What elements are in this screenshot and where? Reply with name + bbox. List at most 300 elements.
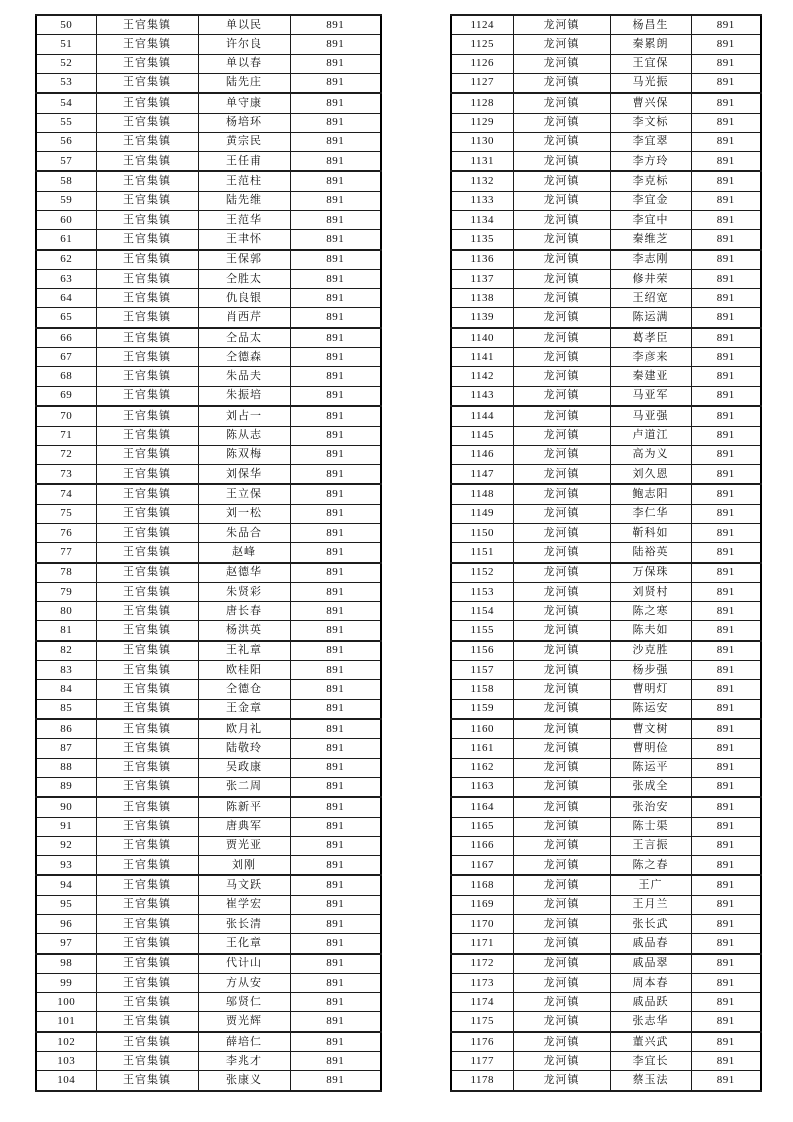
serial-number-cell: 1153 — [451, 582, 513, 601]
town-name-cell: 王官集镇 — [96, 836, 198, 855]
amount-cell: 891 — [691, 328, 761, 348]
amount-cell: 891 — [290, 113, 381, 132]
town-name-cell: 王官集镇 — [96, 171, 198, 191]
table-row — [36, 211, 381, 230]
town-name-cell: 王官集镇 — [96, 895, 198, 914]
amount-cell: 891 — [691, 719, 761, 739]
person-name-cell: 李克标 — [610, 171, 691, 191]
serial-number-cell: 1148 — [451, 484, 513, 504]
town-name-cell: 王官集镇 — [96, 191, 198, 210]
amount-cell: 891 — [691, 230, 761, 250]
town-name-cell: 王官集镇 — [96, 270, 198, 289]
town-name-cell: 龙河镇 — [513, 563, 610, 583]
amount-cell: 891 — [691, 484, 761, 504]
table-row — [451, 582, 761, 601]
serial-number-cell: 1155 — [451, 621, 513, 641]
person-name-cell: 马亚强 — [610, 406, 691, 426]
amount-cell: 891 — [290, 1071, 381, 1091]
person-name-cell: 蔡玉法 — [610, 1071, 691, 1091]
table-row — [36, 915, 381, 934]
amount-cell: 891 — [691, 289, 761, 308]
table-row — [36, 93, 381, 113]
amount-cell: 891 — [290, 582, 381, 601]
serial-number-cell: 1168 — [451, 875, 513, 895]
table-row — [36, 1071, 381, 1091]
person-name-cell: 戚品春 — [610, 934, 691, 954]
amount-cell: 891 — [290, 543, 381, 563]
person-name-cell: 杨昌生 — [610, 15, 691, 35]
person-name-cell: 沙克胜 — [610, 641, 691, 661]
serial-number-cell: 69 — [36, 386, 96, 406]
table-row — [36, 308, 381, 328]
person-name-cell: 刘刚 — [198, 855, 290, 875]
amount-cell: 891 — [290, 367, 381, 386]
person-name-cell: 曹兴保 — [610, 93, 691, 113]
amount-cell: 891 — [691, 367, 761, 386]
person-name-cell: 秦累朗 — [610, 35, 691, 54]
town-name-cell: 王官集镇 — [96, 543, 198, 563]
person-name-cell: 陈新平 — [198, 797, 290, 817]
town-name-cell: 龙河镇 — [513, 484, 610, 504]
table-row — [451, 151, 761, 171]
table-row — [451, 289, 761, 308]
amount-cell: 891 — [290, 191, 381, 210]
roster-table-right-body — [451, 15, 761, 1091]
table-row — [451, 719, 761, 739]
town-name-cell: 龙河镇 — [513, 915, 610, 934]
amount-cell: 891 — [290, 171, 381, 191]
town-name-cell: 王官集镇 — [96, 523, 198, 542]
amount-cell: 891 — [691, 464, 761, 484]
table-row — [36, 523, 381, 542]
town-name-cell: 龙河镇 — [513, 817, 610, 836]
table-row — [451, 563, 761, 583]
table-row — [451, 308, 761, 328]
table-row — [36, 504, 381, 523]
amount-cell: 891 — [691, 270, 761, 289]
table-row — [451, 954, 761, 974]
person-name-cell: 李彦来 — [610, 348, 691, 367]
town-name-cell: 龙河镇 — [513, 875, 610, 895]
person-name-cell: 陈双梅 — [198, 445, 290, 464]
table-row — [451, 464, 761, 484]
table-row — [451, 113, 761, 132]
serial-number-cell: 70 — [36, 406, 96, 426]
person-name-cell: 王化章 — [198, 934, 290, 954]
serial-number-cell: 100 — [36, 993, 96, 1012]
town-name-cell: 龙河镇 — [513, 1052, 610, 1071]
serial-number-cell: 86 — [36, 719, 96, 739]
serial-number-cell: 1133 — [451, 191, 513, 210]
person-name-cell: 戚品跃 — [610, 993, 691, 1012]
table-row — [36, 719, 381, 739]
person-name-cell: 曹文树 — [610, 719, 691, 739]
serial-number-cell: 1149 — [451, 504, 513, 523]
person-name-cell: 陈从志 — [198, 426, 290, 445]
table-row — [451, 348, 761, 367]
table-row — [451, 915, 761, 934]
town-name-cell: 王官集镇 — [96, 406, 198, 426]
serial-number-cell: 1167 — [451, 855, 513, 875]
person-name-cell: 万保珠 — [610, 563, 691, 583]
town-name-cell: 龙河镇 — [513, 661, 610, 680]
town-name-cell: 王官集镇 — [96, 582, 198, 601]
serial-number-cell: 85 — [36, 699, 96, 719]
serial-number-cell: 93 — [36, 855, 96, 875]
town-name-cell: 王官集镇 — [96, 35, 198, 54]
person-name-cell: 仝德森 — [198, 348, 290, 367]
serial-number-cell: 1157 — [451, 661, 513, 680]
table-row — [36, 35, 381, 54]
serial-number-cell: 97 — [36, 934, 96, 954]
amount-cell: 891 — [290, 504, 381, 523]
amount-cell: 891 — [691, 308, 761, 328]
amount-cell: 891 — [691, 934, 761, 954]
person-name-cell: 秦维芝 — [610, 230, 691, 250]
amount-cell: 891 — [691, 386, 761, 406]
person-name-cell: 陆敬玲 — [198, 739, 290, 758]
amount-cell: 891 — [290, 739, 381, 758]
person-name-cell: 戚品翠 — [610, 954, 691, 974]
amount-cell: 891 — [691, 621, 761, 641]
person-name-cell: 朱振培 — [198, 386, 290, 406]
serial-number-cell: 1161 — [451, 739, 513, 758]
amount-cell: 891 — [691, 797, 761, 817]
table-row — [451, 484, 761, 504]
town-name-cell: 龙河镇 — [513, 230, 610, 250]
table-row — [36, 367, 381, 386]
amount-cell: 891 — [691, 602, 761, 621]
person-name-cell: 黄宗民 — [198, 132, 290, 151]
town-name-cell: 龙河镇 — [513, 93, 610, 113]
serial-number-cell: 1175 — [451, 1012, 513, 1032]
amount-cell: 891 — [691, 836, 761, 855]
person-name-cell: 马光振 — [610, 73, 691, 93]
serial-number-cell: 62 — [36, 250, 96, 270]
serial-number-cell: 66 — [36, 328, 96, 348]
amount-cell: 891 — [290, 602, 381, 621]
amount-cell: 891 — [290, 15, 381, 35]
serial-number-cell: 1170 — [451, 915, 513, 934]
serial-number-cell: 60 — [36, 211, 96, 230]
table-row — [451, 641, 761, 661]
amount-cell: 891 — [691, 426, 761, 445]
town-name-cell: 龙河镇 — [513, 73, 610, 93]
town-name-cell: 王官集镇 — [96, 464, 198, 484]
amount-cell: 891 — [290, 151, 381, 171]
amount-cell: 891 — [691, 777, 761, 797]
table-row — [36, 328, 381, 348]
table-row — [451, 739, 761, 758]
table-row — [451, 504, 761, 523]
serial-number-cell: 76 — [36, 523, 96, 542]
amount-cell: 891 — [691, 817, 761, 836]
serial-number-cell: 1146 — [451, 445, 513, 464]
table-row — [451, 93, 761, 113]
town-name-cell: 王官集镇 — [96, 113, 198, 132]
table-row — [451, 1012, 761, 1032]
town-name-cell: 王官集镇 — [96, 954, 198, 974]
town-name-cell: 王官集镇 — [96, 484, 198, 504]
amount-cell: 891 — [290, 915, 381, 934]
serial-number-cell: 1134 — [451, 211, 513, 230]
town-name-cell: 王官集镇 — [96, 93, 198, 113]
amount-cell: 891 — [290, 836, 381, 855]
table-row — [36, 73, 381, 93]
serial-number-cell: 79 — [36, 582, 96, 601]
serial-number-cell: 1140 — [451, 328, 513, 348]
person-name-cell: 马亚军 — [610, 386, 691, 406]
serial-number-cell: 68 — [36, 367, 96, 386]
person-name-cell: 刘久恩 — [610, 464, 691, 484]
serial-number-cell: 64 — [36, 289, 96, 308]
person-name-cell: 修井荣 — [610, 270, 691, 289]
serial-number-cell: 1136 — [451, 250, 513, 270]
town-name-cell: 龙河镇 — [513, 1032, 610, 1052]
serial-number-cell: 52 — [36, 54, 96, 73]
table-row — [36, 934, 381, 954]
serial-number-cell: 51 — [36, 35, 96, 54]
town-name-cell: 王官集镇 — [96, 367, 198, 386]
amount-cell: 891 — [691, 250, 761, 270]
person-name-cell: 唐长春 — [198, 602, 290, 621]
table-row — [36, 739, 381, 758]
person-name-cell: 李文标 — [610, 113, 691, 132]
serial-number-cell: 1151 — [451, 543, 513, 563]
serial-number-cell: 50 — [36, 15, 96, 35]
amount-cell: 891 — [691, 875, 761, 895]
person-name-cell: 赵德华 — [198, 563, 290, 583]
town-name-cell: 王官集镇 — [96, 739, 198, 758]
amount-cell: 891 — [290, 211, 381, 230]
town-name-cell: 龙河镇 — [513, 836, 610, 855]
town-name-cell: 龙河镇 — [513, 113, 610, 132]
person-name-cell: 王绍宽 — [610, 289, 691, 308]
amount-cell: 891 — [691, 680, 761, 699]
town-name-cell: 龙河镇 — [513, 602, 610, 621]
table-row — [36, 974, 381, 993]
table-row — [451, 1071, 761, 1091]
serial-number-cell: 1145 — [451, 426, 513, 445]
town-name-cell: 王官集镇 — [96, 73, 198, 93]
person-name-cell: 仇良银 — [198, 289, 290, 308]
serial-number-cell: 90 — [36, 797, 96, 817]
amount-cell: 891 — [290, 974, 381, 993]
person-name-cell: 张长清 — [198, 915, 290, 934]
person-name-cell: 朱品合 — [198, 523, 290, 542]
table-row — [451, 699, 761, 719]
person-name-cell: 王金章 — [198, 699, 290, 719]
table-row — [451, 35, 761, 54]
person-name-cell: 靳科如 — [610, 523, 691, 542]
town-name-cell: 王官集镇 — [96, 445, 198, 464]
town-name-cell: 王官集镇 — [96, 250, 198, 270]
person-name-cell: 张治安 — [610, 797, 691, 817]
town-name-cell: 王官集镇 — [96, 602, 198, 621]
amount-cell: 891 — [290, 270, 381, 289]
roster-table-left — [35, 14, 382, 1092]
table-row — [36, 113, 381, 132]
serial-number-cell: 65 — [36, 308, 96, 328]
amount-cell: 891 — [290, 386, 381, 406]
town-name-cell: 王官集镇 — [96, 15, 198, 35]
person-name-cell: 曹明俭 — [610, 739, 691, 758]
amount-cell: 891 — [290, 93, 381, 113]
amount-cell: 891 — [290, 1032, 381, 1052]
person-name-cell: 吴政康 — [198, 758, 290, 777]
table-row — [451, 680, 761, 699]
table-row — [451, 250, 761, 270]
person-name-cell: 王言振 — [610, 836, 691, 855]
table-row — [36, 855, 381, 875]
serial-number-cell: 1172 — [451, 954, 513, 974]
serial-number-cell: 1132 — [451, 171, 513, 191]
serial-number-cell: 1156 — [451, 641, 513, 661]
serial-number-cell: 1142 — [451, 367, 513, 386]
serial-number-cell: 1147 — [451, 464, 513, 484]
amount-cell: 891 — [290, 934, 381, 954]
serial-number-cell: 54 — [36, 93, 96, 113]
person-name-cell: 王任甫 — [198, 151, 290, 171]
town-name-cell: 龙河镇 — [513, 386, 610, 406]
serial-number-cell: 80 — [36, 602, 96, 621]
town-name-cell: 王官集镇 — [96, 699, 198, 719]
town-name-cell: 王官集镇 — [96, 1071, 198, 1091]
serial-number-cell: 58 — [36, 171, 96, 191]
person-name-cell: 刘占一 — [198, 406, 290, 426]
amount-cell: 891 — [691, 739, 761, 758]
table-row — [451, 543, 761, 563]
table-row — [451, 426, 761, 445]
town-name-cell: 龙河镇 — [513, 777, 610, 797]
town-name-cell: 龙河镇 — [513, 308, 610, 328]
serial-number-cell: 1162 — [451, 758, 513, 777]
town-name-cell: 龙河镇 — [513, 1071, 610, 1091]
serial-number-cell: 1130 — [451, 132, 513, 151]
person-name-cell: 欧桂阳 — [198, 661, 290, 680]
amount-cell: 891 — [691, 954, 761, 974]
table-row — [451, 934, 761, 954]
table-row — [451, 661, 761, 680]
amount-cell: 891 — [691, 855, 761, 875]
town-name-cell: 王官集镇 — [96, 641, 198, 661]
amount-cell: 891 — [691, 1032, 761, 1052]
person-name-cell: 李宜翠 — [610, 132, 691, 151]
serial-number-cell: 1160 — [451, 719, 513, 739]
table-row — [451, 817, 761, 836]
town-name-cell: 王官集镇 — [96, 934, 198, 954]
town-name-cell: 龙河镇 — [513, 132, 610, 151]
amount-cell: 891 — [691, 191, 761, 210]
serial-number-cell: 99 — [36, 974, 96, 993]
town-name-cell: 王官集镇 — [96, 504, 198, 523]
serial-number-cell: 1164 — [451, 797, 513, 817]
amount-cell: 891 — [290, 230, 381, 250]
person-name-cell: 陈运平 — [610, 758, 691, 777]
table-row — [451, 270, 761, 289]
serial-number-cell: 1144 — [451, 406, 513, 426]
amount-cell: 891 — [691, 582, 761, 601]
town-name-cell: 王官集镇 — [96, 680, 198, 699]
serial-number-cell: 91 — [36, 817, 96, 836]
amount-cell: 891 — [290, 895, 381, 914]
amount-cell: 891 — [290, 875, 381, 895]
amount-cell: 891 — [290, 73, 381, 93]
person-name-cell: 杨步强 — [610, 661, 691, 680]
town-name-cell: 王官集镇 — [96, 1032, 198, 1052]
amount-cell: 891 — [290, 328, 381, 348]
serial-number-cell: 71 — [36, 426, 96, 445]
person-name-cell: 曹明灯 — [610, 680, 691, 699]
serial-number-cell: 92 — [36, 836, 96, 855]
town-name-cell: 王官集镇 — [96, 426, 198, 445]
table-row — [36, 836, 381, 855]
amount-cell: 891 — [290, 661, 381, 680]
table-row — [36, 289, 381, 308]
table-row — [451, 191, 761, 210]
serial-number-cell: 1131 — [451, 151, 513, 171]
amount-cell: 891 — [691, 15, 761, 35]
table-row — [36, 875, 381, 895]
town-name-cell: 王官集镇 — [96, 1052, 198, 1071]
person-name-cell: 王保郭 — [198, 250, 290, 270]
person-name-cell: 葛孝臣 — [610, 328, 691, 348]
town-name-cell: 王官集镇 — [96, 777, 198, 797]
amount-cell: 891 — [691, 563, 761, 583]
town-name-cell: 龙河镇 — [513, 797, 610, 817]
serial-number-cell: 95 — [36, 895, 96, 914]
person-name-cell: 李宜金 — [610, 191, 691, 210]
serial-number-cell: 1128 — [451, 93, 513, 113]
table-row — [36, 758, 381, 777]
person-name-cell: 马文跃 — [198, 875, 290, 895]
town-name-cell: 龙河镇 — [513, 582, 610, 601]
town-name-cell: 王官集镇 — [96, 915, 198, 934]
town-name-cell: 龙河镇 — [513, 328, 610, 348]
amount-cell: 891 — [290, 523, 381, 542]
table-row — [36, 171, 381, 191]
table-row — [451, 73, 761, 93]
serial-number-cell: 72 — [36, 445, 96, 464]
serial-number-cell: 1138 — [451, 289, 513, 308]
amount-cell: 891 — [290, 250, 381, 270]
amount-cell: 891 — [691, 1052, 761, 1071]
serial-number-cell: 1165 — [451, 817, 513, 836]
person-name-cell: 邬贤仁 — [198, 993, 290, 1012]
table-row — [36, 406, 381, 426]
person-name-cell: 单守康 — [198, 93, 290, 113]
person-name-cell: 高为义 — [610, 445, 691, 464]
serial-number-cell: 1177 — [451, 1052, 513, 1071]
serial-number-cell: 77 — [36, 543, 96, 563]
town-name-cell: 龙河镇 — [513, 35, 610, 54]
town-name-cell: 龙河镇 — [513, 250, 610, 270]
town-name-cell: 王官集镇 — [96, 230, 198, 250]
person-name-cell: 张成全 — [610, 777, 691, 797]
table-row — [36, 817, 381, 836]
person-name-cell: 王宜保 — [610, 54, 691, 73]
table-row — [36, 386, 381, 406]
amount-cell: 891 — [691, 974, 761, 993]
amount-cell: 891 — [290, 35, 381, 54]
table-row — [36, 563, 381, 583]
person-name-cell: 贾光亚 — [198, 836, 290, 855]
table-row — [451, 993, 761, 1012]
serial-number-cell: 1152 — [451, 563, 513, 583]
person-name-cell: 陈士渠 — [610, 817, 691, 836]
amount-cell: 891 — [290, 758, 381, 777]
person-name-cell: 王立保 — [198, 484, 290, 504]
